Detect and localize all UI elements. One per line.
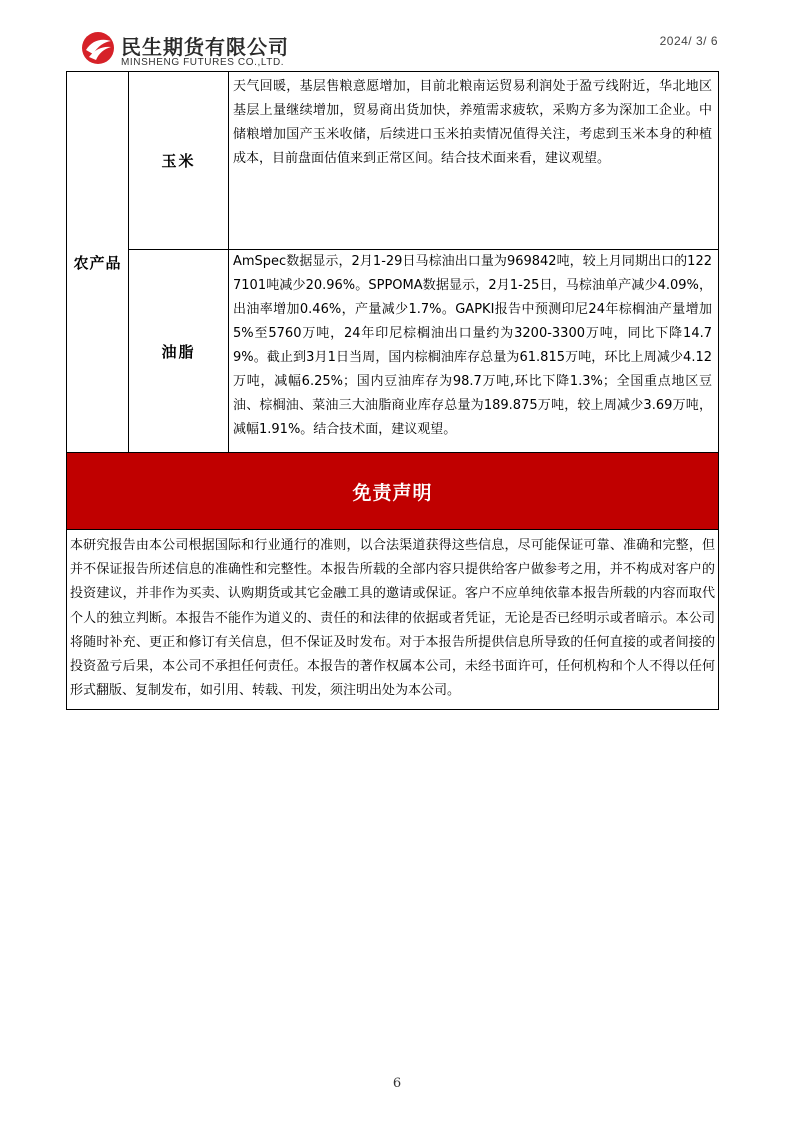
commodity-table (66, 71, 719, 710)
commentary-oils: AmSpec数据显示，2月1-29日马棕油出口量为969842吨，较上月同期出口的1227101吨减少20.96%。SPPOMA数据显示，2月1-25日，马棕油单产减少4.09%，出油率增加0.46%，产量减少1.7%。GAPKI报告中预测印尼24年棕榈油产量增加5%至5760万吨，24年印尼棕榈油出口量约为3200-3300万吨，同比下降14.79%。截止到3月1日当周，国内棕榈油库存总量为61.815万吨，环比上周减少4.12万吨，减幅6.25%；国内豆油库存为98.7万吨,环比下降1.3%；全国重点地区豆油、棕榈油、菜油三大油脂商业库存总量为189.875万吨，较上周减少3.69万吨，减幅1.91%。结合技术面，建议观望。 (229, 250, 719, 453)
page-header (0, 0, 794, 72)
company-name-cn: 民生期货有限公司 (121, 35, 289, 59)
category-cell: 农产品 (67, 72, 129, 453)
product-cell-corn: 玉米 (129, 72, 229, 250)
table-row (67, 72, 719, 250)
minsheng-logo-icon (80, 30, 116, 66)
table-row (67, 250, 719, 453)
disclaimer-body-row (67, 530, 719, 710)
report-date: 2024/ 3/ 6 (659, 34, 718, 48)
disclaimer-title: 免责声明 (67, 453, 719, 530)
commentary-corn: 天气回暖，基层售粮意愿增加，目前北粮南运贸易利润处于盈亏线附近，华北地区基层上量继续增加，贸易商出货加快，养殖需求疲软，采购方多为深加工企业。中储粮增加国产玉米收储，后续进口玉米拍卖情况值得关注，考虑到玉米本身的种植成本，目前盘面估值来到正常区间。结合技术面来看，建议观望。 (229, 72, 719, 250)
page-number: 6 (392, 1076, 402, 1091)
company-name-en: MINSHENG FUTURES CO.,LTD. (121, 57, 285, 68)
disclaimer-title-row (67, 453, 719, 530)
disclaimer-text: 本研究报告由本公司根据国际和行业通行的准则，以合法渠道获得这些信息，尽可能保证可靠、准确和完整，但并不保证报告所述信息的准确性和完整性。本报告所载的全部内容只提供给客户做参考之用，并不构成对客户的投资建议，并非作为买卖、认购期货或其它金融工具的邀请或保证。客户不应单纯依靠本报告所载的内容而取代个人的独立判断。本报告不能作为道义的、责任的和法律的依据或者凭证，无论是否已经明示或者暗示。本公司将随时补充、更正和修订有关信息，但不保证及时发布。对于本报告所提供信息所导致的任何直接的或者间接的投资盈亏后果，本公司不承担任何责任。本报告的著作权属本公司，未经书面许可，任何机构和个人不得以任何形式翻版、复制发布，如引用、转载、刊发，须注明出处为本公司。 (67, 530, 719, 710)
product-cell-oils: 油脂 (129, 250, 229, 453)
